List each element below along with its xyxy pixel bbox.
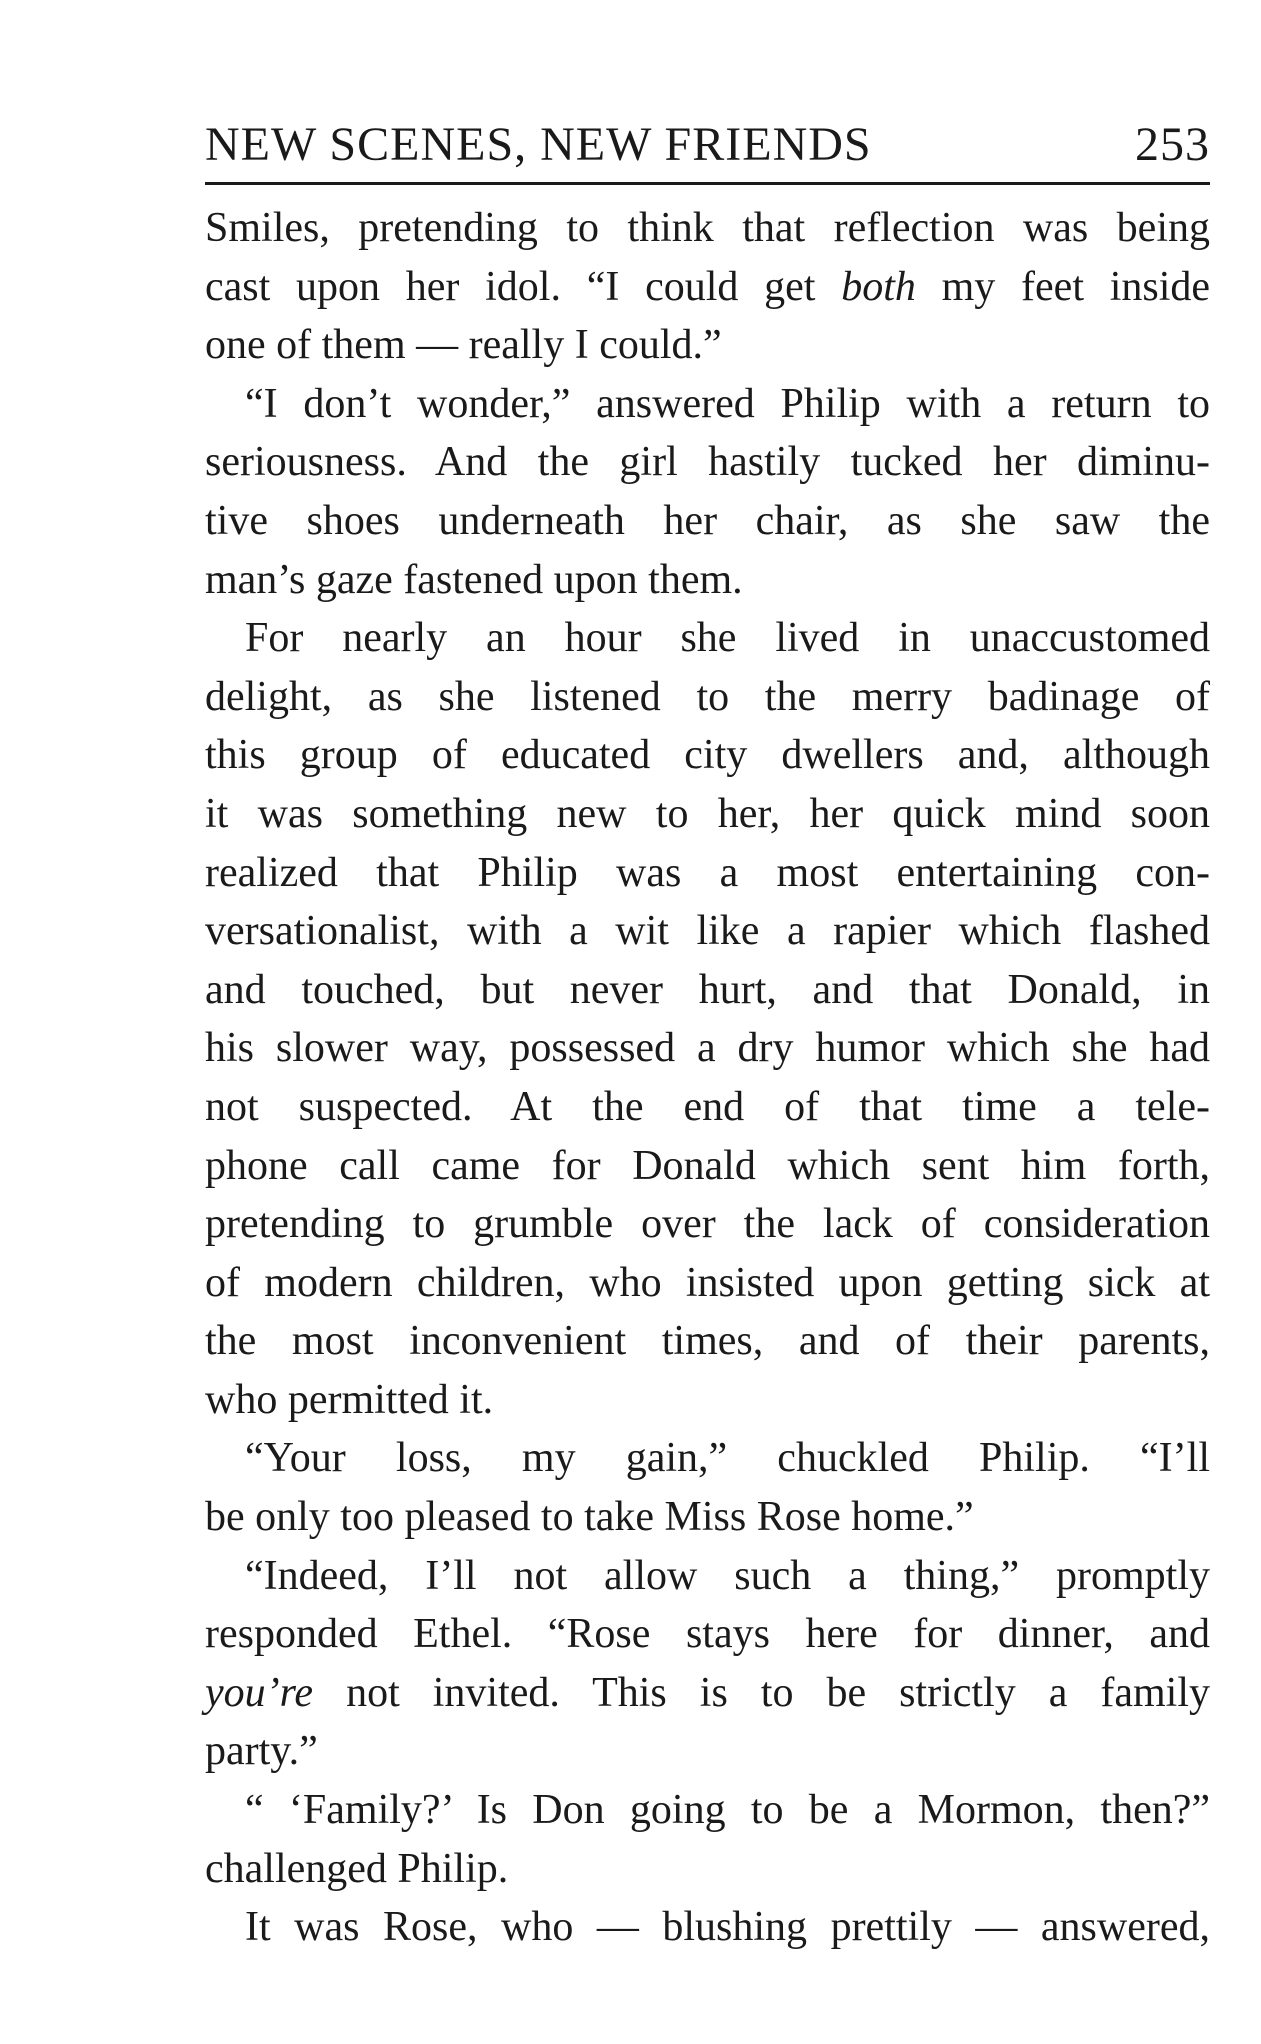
text-line: man’s gaze fastened upon them. [205, 556, 743, 603]
text-line: For nearly an hour she lived in unaccustomed [245, 615, 1210, 662]
text-line: the most inconvenient times, and of their parents, [205, 1318, 1210, 1365]
text-line: of modern children, who insisted upon getting sick at [205, 1259, 1210, 1306]
text-line: Smiles, pretending to think that reflection was being [205, 205, 1210, 251]
text-line: phone call came for Donald which sent him forth, [205, 1142, 1210, 1189]
text-line: not suspected. At the end of that time a tele- [205, 1083, 1210, 1130]
text-line: realized that Philip was a most entertaining con- [205, 849, 1210, 896]
running-header [205, 110, 1210, 180]
text-line: be only too pleased to take Miss Rose home.” [205, 1494, 974, 1541]
text-line: you’re not invited. This is to be strictly a family [205, 1669, 1210, 1716]
text-line: pretending to grumble over the lack of consideration [205, 1201, 1210, 1248]
text-line: this group of educated city dwellers and, although [205, 732, 1210, 779]
text-line: challenged Philip. [205, 1845, 509, 1892]
text-line: responded Ethel. “Rose stays here for dinner, and [205, 1611, 1210, 1658]
emphasis: you’re [205, 1669, 314, 1716]
text-line: one of them — really I could.” [205, 322, 722, 369]
text-line: it was something new to her, her quick mind soon [205, 790, 1210, 837]
text-line: seriousness. And the girl hastily tucked her diminu- [205, 439, 1210, 486]
emphasis: both [841, 263, 916, 310]
text-line: versationalist, with a wit like a rapier which flashed [205, 908, 1210, 955]
text-line: “Your loss, my gain,” chuckled Philip. “I’ll [245, 1435, 1210, 1482]
text-line: “I don’t wonder,” answered Philip with a return to [245, 380, 1210, 427]
text-line: delight, as she listened to the merry badinage of [205, 673, 1210, 720]
text-line: It was Rose, who — blushing prettily — answered, [245, 1904, 1210, 1951]
page-number: 253 [1135, 118, 1210, 171]
header-rule [205, 182, 1210, 185]
text-line: party.” [205, 1728, 318, 1775]
running-title: NEW SCENES, NEW FRIENDS [205, 118, 872, 171]
text-line: his slower way, possessed a dry humor which she had [205, 1025, 1210, 1072]
text-line: who permitted it. [205, 1376, 494, 1423]
text-line: tive shoes underneath her chair, as she saw the [205, 497, 1210, 544]
body-text [205, 199, 1210, 1957]
text-line: cast upon her idol. “I could get both my feet inside [205, 263, 1211, 310]
text-line: “ ‘Family?’ Is Don going to be a Mormon, then?” [245, 1787, 1210, 1834]
text-line: and touched, but never hurt, and that Donald, in [205, 966, 1210, 1013]
text-line: “Indeed, I’ll not allow such a thing,” promptly [245, 1552, 1210, 1599]
